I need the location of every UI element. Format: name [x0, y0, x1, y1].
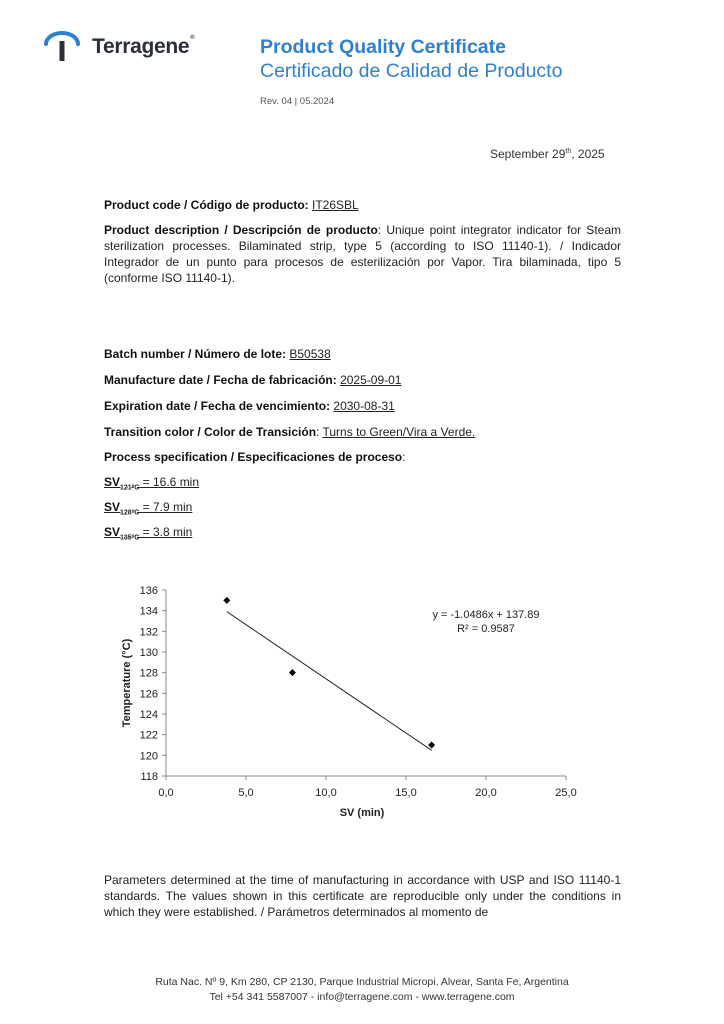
y-tick-label: 126 [139, 688, 158, 701]
x-axis-label: SV (min) [339, 807, 385, 819]
product-code-row: Product code / Código de producto: IT26SBL [104, 198, 359, 212]
trendline-equation: y = -1.0486x + 137.89 [432, 609, 540, 621]
footer-contact: Tel +54 341 5587007 - info@terragene.com - www.terragene.com [209, 991, 515, 1003]
title-english: Product Quality Certificate [260, 36, 506, 58]
revision-label: Rev. 04 | 05.2024 [260, 96, 335, 107]
transition-value: Turns to Green/Vira a Verde. [322, 425, 476, 439]
r-squared-label: R² = 0.9587 [457, 623, 515, 635]
batch-value: B50538 [289, 347, 331, 361]
y-tick-label: 130 [139, 647, 158, 659]
x-tick-label: 15,0 [395, 787, 417, 799]
x-tick-label: 25,0 [555, 787, 577, 799]
y-tick-label: 134 [139, 605, 158, 618]
x-tick-label: 10,0 [315, 787, 337, 799]
manufacture-value: 2025-09-01 [340, 373, 402, 387]
sv-128-row: $SV_{128ºC} = 7.9$ min [104, 500, 193, 517]
data-point [289, 669, 296, 676]
product-code-value: IT26SBL [312, 198, 359, 212]
terragene-logo-icon [42, 30, 82, 62]
company-logo [42, 30, 222, 66]
sv-135-row: $SV_{135ºC} = 3.8$ min [104, 525, 193, 542]
data-point [428, 742, 435, 749]
sv-temperature-chart [110, 578, 590, 823]
y-axis-label: Temperature (°C) [121, 638, 133, 728]
y-tick-label: 124 [139, 709, 158, 721]
expiration-row: Expiration date / Fecha de vencimiento: 2030-08-31 [104, 399, 395, 413]
footer-address: Ruta Nac. Nº 9, Km 280, CP 2130, Parque Industrial Micropi, Alvear, Santa Fe, Argentina [155, 976, 569, 988]
data-point [223, 597, 230, 604]
y-tick-label: 136 [139, 585, 158, 597]
chart-svg [110, 578, 590, 823]
notes-paragraph: Parameters determined at the time of manufacturing in accordance with USP and ISO 11140-1 standards. The values shown in this certificate are reproducible only under the conditions in which they were established. / Parámetros determinados al momento de [104, 873, 621, 919]
y-tick-label: 128 [139, 667, 158, 680]
certificate-date: September 29th, 2025 [490, 147, 605, 161]
y-tick-label: 132 [139, 626, 158, 639]
brand-name: Terragene® [92, 35, 195, 58]
sv-121-row: $SV_{121ºC} = 16.6$ min [104, 475, 200, 492]
x-tick-label: 0,0 [158, 787, 174, 799]
product-description: Product description / Descripción de producto: Unique point integrator indicator for Steam sterilization processes. Bilaminated strip, type 5 (according to ISO 11140-1). / Indicador Integrador de un punto para procesos de esterilización por Vapor. Tira bilaminada, tipo 5 (conforme ISO 11140-1). [104, 223, 621, 285]
expiration-value: 2030-08-31 [333, 399, 395, 413]
y-tick-label: 120 [139, 750, 158, 763]
manufacture-row: Manufacture date / Fecha de fabricación: 2025-09-01 [104, 373, 402, 387]
x-tick-label: 5,0 [238, 787, 254, 799]
x-tick-label: 20,0 [475, 787, 497, 799]
batch-row: Batch number / Número de lote: B50538 [104, 347, 331, 361]
product-description-value: Unique point integrator indicator for Steam sterilization processes. Bilaminated strip, type 5 (according to ISO 11140-1). / Indicador Integrador de un punto para procesos de esterilización por Vapor. Tira bilaminada, tipo 5 (conforme ISO 11140-1). [104, 223, 621, 285]
trendline [227, 612, 432, 751]
y-tick-label: 118 [140, 771, 158, 783]
y-tick-label: 122 [139, 729, 158, 742]
transition-row: Transition color / Color de Transición: Turns to Green/Vira a Verde. [104, 425, 476, 439]
process-row: Process specification / Especificaciones de proceso: [104, 450, 406, 464]
title-spanish: Certificado de Calidad de Producto [260, 60, 563, 82]
